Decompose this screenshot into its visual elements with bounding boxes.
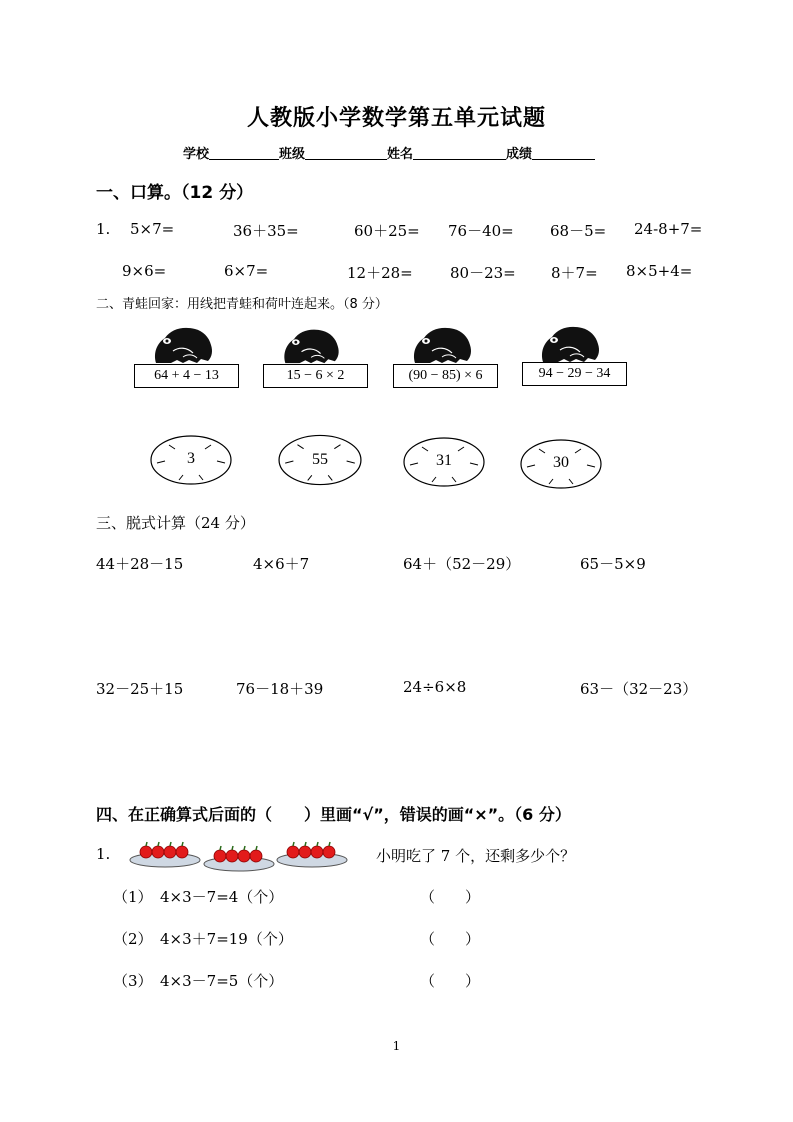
oral-item: 8＋7=: [551, 264, 598, 282]
answer-blank[interactable]: （ ）: [420, 972, 481, 990]
step-calc-item: 32－25＋15: [96, 680, 184, 698]
section1-heading: 一、口算。（12 分）: [96, 183, 254, 203]
step-calc-item: 44＋28－15: [96, 555, 184, 573]
frog-icon: [540, 322, 602, 364]
lily-pad-number: 55: [312, 451, 328, 468]
step-calc-item: 64＋（52－29）: [403, 555, 521, 573]
step-calc-item: 76－18＋39: [236, 680, 324, 698]
item-label: （3）: [113, 972, 153, 990]
frog-icon: [412, 323, 474, 365]
oral-item: 76－40=: [448, 222, 514, 240]
score-label: 成绩: [506, 147, 533, 162]
class-blank[interactable]: [305, 146, 387, 160]
oral-item: 36＋35=: [233, 222, 299, 240]
step-calc-item: 24÷6×8: [403, 678, 467, 696]
oral-item: 8×5+4=: [626, 262, 693, 280]
frog-expression-box: 64 + 4 − 13: [134, 364, 239, 388]
oral-item: 9×6=: [122, 262, 167, 280]
section4-number: 1.: [96, 845, 111, 863]
step-calc-item: 4×6＋7: [253, 555, 310, 573]
lily-pad-number: 31: [436, 452, 452, 469]
oral-item: 68－5=: [550, 222, 607, 240]
oral-item: 60＋25=: [354, 222, 420, 240]
frog-icon: [282, 325, 342, 365]
section4-question: 小明吃了 7 个，还剩多少个？: [376, 847, 576, 865]
class-label: 班级: [279, 147, 306, 162]
apple-plate-icon: [275, 836, 349, 868]
school-blank[interactable]: [209, 146, 279, 160]
apple-plate-icon: [202, 840, 276, 872]
answer-blank[interactable]: （ ）: [420, 930, 481, 948]
frog-expression-box: 94 − 29 − 34: [522, 362, 627, 386]
frog-expression-box: 15 − 6 × 2: [263, 364, 368, 388]
item-expression: 4×3－7=5（个）: [160, 972, 284, 990]
school-label: 学校: [183, 147, 210, 162]
oral-item: 24-8+7=: [634, 220, 703, 238]
oral-item: 12＋28=: [347, 264, 413, 282]
step-calc-item: 65－5×9: [580, 555, 646, 573]
frog-icon: [153, 323, 215, 365]
item-expression: 4×3＋7=19（个）: [160, 930, 293, 948]
section4-heading: 四、在正确算式后面的（ ）里画“√”，错误的画“×”。（6 分）: [96, 805, 571, 824]
item-label: （2）: [113, 930, 153, 948]
section2-heading: 二、青蛙回家：用线把青蛙和荷叶连起来。（8 分）: [96, 297, 388, 312]
section1-number: 1.: [96, 220, 111, 238]
lily-pad-number: 30: [553, 454, 569, 471]
lily-pad-number: 3: [187, 450, 195, 467]
score-blank[interactable]: [532, 146, 595, 160]
name-blank[interactable]: [413, 146, 506, 160]
answer-blank[interactable]: （ ）: [420, 888, 481, 906]
item-expression: 4×3－7=4（个）: [160, 888, 284, 906]
page-title: 人教版小学数学第五单元试题: [246, 106, 546, 131]
step-calc-item: 63－（32－23）: [580, 680, 698, 698]
oral-item: 5×7=: [130, 220, 175, 238]
oral-item: 6×7=: [224, 262, 269, 280]
info-line: [183, 143, 595, 162]
name-label: 姓名: [387, 147, 414, 162]
oral-item: 80－23=: [450, 264, 516, 282]
item-label: （1）: [113, 888, 153, 906]
page-number: 1: [392, 1039, 401, 1053]
frog-expression-box: (90 − 85) × 6: [393, 364, 498, 388]
section3-heading: 三、脱式计算（24 分）: [96, 514, 255, 532]
apple-plate-icon: [128, 836, 202, 868]
